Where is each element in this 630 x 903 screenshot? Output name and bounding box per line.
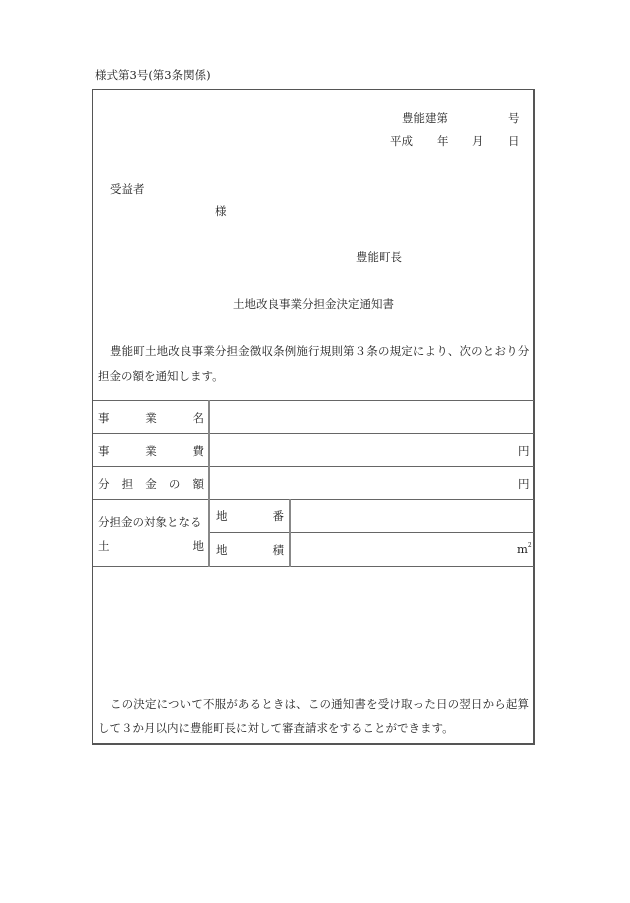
label-char: 地 [192, 539, 204, 553]
unit-superscript: 2 [527, 542, 532, 549]
land-area-label [216, 542, 284, 558]
label-char: の [168, 477, 181, 491]
label-char: 業 [145, 411, 157, 425]
label-char: 事 [98, 411, 110, 425]
label-char: 番 [272, 509, 284, 523]
label-char: 費 [192, 444, 204, 458]
intro-text-line-1: 豊能町土地改良事業分担金徴収条例施行規則第３条の規定により、次のとおり分 [110, 344, 530, 358]
contribution-amount-label [98, 476, 204, 492]
appeal-notice-line-1: この決定について不服があるときは、この通知書を受け取った日の翌日から起算 [110, 697, 530, 711]
contribution-amount-field[interactable] [212, 468, 512, 498]
land-subrow-divider [209, 532, 534, 533]
row-divider [93, 433, 534, 434]
label-char: 担 [121, 477, 134, 491]
table-top-border [93, 400, 534, 401]
label-char: 積 [272, 543, 284, 557]
row-divider [93, 466, 534, 467]
document-title: 土地改良事業分担金決定通知書 [233, 297, 394, 311]
lot-number-label [216, 508, 284, 524]
document-number-prefix: 豊能建第 [402, 111, 448, 125]
label-char: 事 [98, 444, 110, 458]
unit-text: m [517, 542, 528, 556]
label-char: 地 [216, 509, 228, 523]
label-char: 金 [145, 477, 157, 491]
recipient-honorific: 様 [215, 204, 227, 218]
table-bottom-border [93, 566, 534, 567]
label-char: 業 [145, 444, 157, 458]
document-number-suffix: 号 [508, 111, 520, 125]
label-char: 額 [192, 477, 204, 491]
recipient-label: 受益者 [110, 182, 145, 196]
land-area-unit [517, 542, 532, 556]
project-cost-field[interactable] [212, 435, 512, 465]
date-year: 年 [437, 134, 449, 148]
row-divider [93, 499, 534, 500]
date-month: 月 [472, 134, 484, 148]
land-label-line-2 [98, 538, 204, 554]
issuer-name: 豊能町長 [356, 250, 402, 264]
land-area-field[interactable] [294, 534, 512, 565]
date-era: 平成 [390, 134, 413, 148]
project-cost-label [98, 443, 204, 459]
project-name-label [98, 410, 204, 426]
label-char: 分 [98, 477, 110, 491]
date-day: 日 [508, 134, 520, 148]
lot-number-field[interactable] [294, 501, 532, 531]
label-char: 地 [216, 543, 228, 557]
label-char: 名 [192, 411, 204, 425]
land-label-line-1: 分担金の対象となる [98, 515, 202, 529]
form-number-label: 様式第3号(第3条関係) [95, 68, 211, 82]
appeal-notice-line-2: して３か月以内に豊能町長に対して審査請求をすることができます。 [98, 721, 454, 735]
intro-text-line-2: 担金の額を通知します。 [98, 369, 224, 383]
land-column-divider [289, 499, 291, 567]
project-cost-unit: 円 [518, 444, 530, 458]
column-divider [208, 400, 210, 567]
contribution-amount-unit: 円 [518, 477, 530, 491]
label-char: 土 [98, 539, 110, 553]
project-name-field[interactable] [212, 402, 532, 432]
